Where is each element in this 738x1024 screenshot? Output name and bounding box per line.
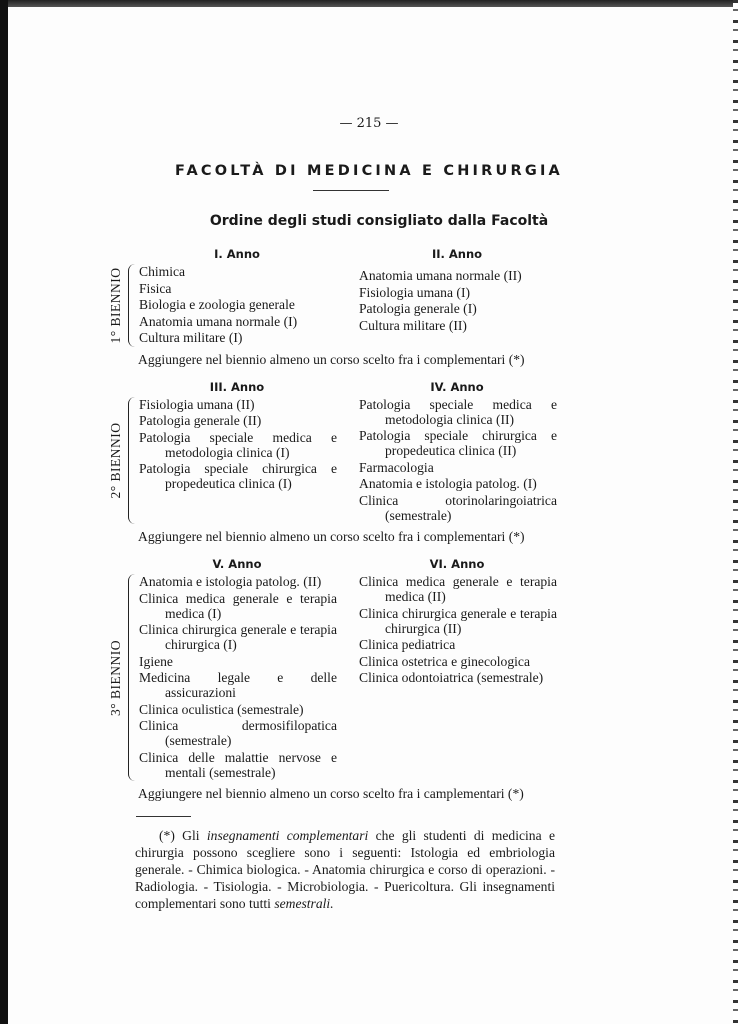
course-item: Fisiologia umana (I): [359, 284, 470, 300]
page-title: FACOLTÀ DI MEDICINA E CHIRURGIA: [175, 163, 563, 179]
brace-icon: [128, 397, 135, 525]
course-item: Farmacologia: [359, 459, 434, 475]
biennio-note: Aggiungere nel biennio almeno un corso scelto fra i complementari (*): [138, 529, 525, 544]
course-item: Clinica medica generale e terapia medica (II): [359, 574, 557, 604]
biennio-section: [108, 557, 560, 802]
course-item: Anatomia e istologia patolog. (II): [139, 574, 322, 589]
footnote-marker: (*) Gli: [159, 828, 207, 843]
footnote-emphasis: insegnamenti complementari: [206, 828, 369, 843]
course-item: Clinica pediatrica: [359, 637, 456, 652]
footnote-rule: [136, 816, 191, 817]
course-item: Cultura militare (II): [359, 317, 467, 333]
biennio-label: 3° BIENNIO: [108, 639, 123, 716]
year-course-list: [359, 397, 557, 525]
footnote-emphasis: semestrali.: [274, 896, 334, 911]
course-item: Patologia generale (II): [139, 413, 262, 428]
course-item: Biologia e zoologia generale: [139, 297, 295, 312]
course-item: Fisiologia umana (II): [139, 396, 255, 412]
course-item: Patologia speciale medica e metodologia clinica (II): [359, 396, 557, 427]
year-course-list: [139, 397, 337, 525]
year-heading: II. Anno: [431, 247, 483, 261]
study-plan: [108, 247, 560, 912]
course-item: Clinica ostetrica e ginecologica: [359, 653, 530, 669]
year-heading: V. Anno: [212, 557, 262, 571]
brace-icon: [128, 264, 135, 347]
biennio-label: 2° BIENNIO: [108, 422, 123, 499]
year-course-list: [359, 574, 557, 781]
course-item: Fisica: [139, 280, 172, 296]
course-item: Clinica medica generale e terapia medica (I): [139, 590, 337, 621]
year-heading: IV. Anno: [430, 379, 484, 394]
scan-edge-top: [0, 0, 738, 7]
course-item: Clinica oculistica (semestrale): [139, 701, 304, 717]
course-item: Clinica chirurgica generale e terapia chirurgica (I): [139, 622, 337, 652]
footnote: [135, 827, 555, 912]
course-item: Medicina legale e delle assicurazioni: [139, 670, 337, 700]
course-item: Anatomia umana normale (I): [139, 313, 298, 329]
course-item: Igiene: [139, 653, 173, 669]
footnote-text: che gli studenti di medicina e chirurgia possono scegliere sono i seguenti: Istologia ed embriologia generale. - Chimica biologica. - Anatomia chirurgica e corso di operazioni. - Radiologia. - Tisiologia. - Microbiologia. - Puericoltura. Gli insegnamenti complementari sono tutti: [135, 828, 555, 911]
scan-edge-left: [0, 0, 8, 1024]
biennio-label: 1° BIENNIO: [108, 267, 123, 344]
course-item: Clinica chirurgica generale e terapia chirurgica (II): [359, 605, 557, 636]
course-item: Patologia speciale chirurgica e propedeutica clinica (I): [139, 461, 337, 491]
brace-icon: [128, 574, 135, 781]
year-heading: III. Anno: [209, 379, 265, 394]
course-item: Patologia speciale chirurgica e propedeutica clinica (II): [359, 428, 557, 458]
course-item: Clinica delle malattie nervose e mentali (semestrale): [139, 749, 337, 780]
course-item: Anatomia e istologia patolog. (I): [359, 476, 537, 491]
year-course-list: [359, 264, 557, 347]
course-item: Anatomia umana normale (II): [359, 268, 522, 283]
biennio-note: Aggiungere nel biennio almeno un corso scelto fra i camplementari (*): [138, 786, 524, 801]
course-item: Chimica: [139, 264, 186, 279]
biennio-section: [108, 247, 560, 368]
course-item: Cultura militare (I): [139, 330, 243, 345]
page-subtitle: Ordine degli studi consigliato dalla Facoltà: [209, 213, 549, 229]
course-item: Clinica odontoiatrica (semestrale): [359, 670, 544, 685]
course-item: Patologia generale (I): [359, 301, 477, 316]
biennio-note: Aggiungere nel biennio almeno un corso scelto fra i complementari (*): [138, 351, 525, 367]
year-course-list: [139, 574, 337, 781]
title-rule: [313, 190, 389, 191]
biennio-section: [108, 380, 560, 546]
course-item: Clinica otorinolaringoiatrica (semestrale): [359, 492, 557, 523]
year-course-list: [139, 264, 337, 347]
page-number: — 215 —: [339, 116, 399, 131]
scan-edge-right: [733, 0, 738, 1024]
year-heading: I. Anno: [214, 247, 260, 261]
course-item: Clinica dermosifilopatica (semestrale): [139, 718, 337, 748]
year-heading: VI. Anno: [429, 557, 485, 571]
course-item: Patologia speciale medica e metodologia clinica (I): [139, 429, 337, 460]
